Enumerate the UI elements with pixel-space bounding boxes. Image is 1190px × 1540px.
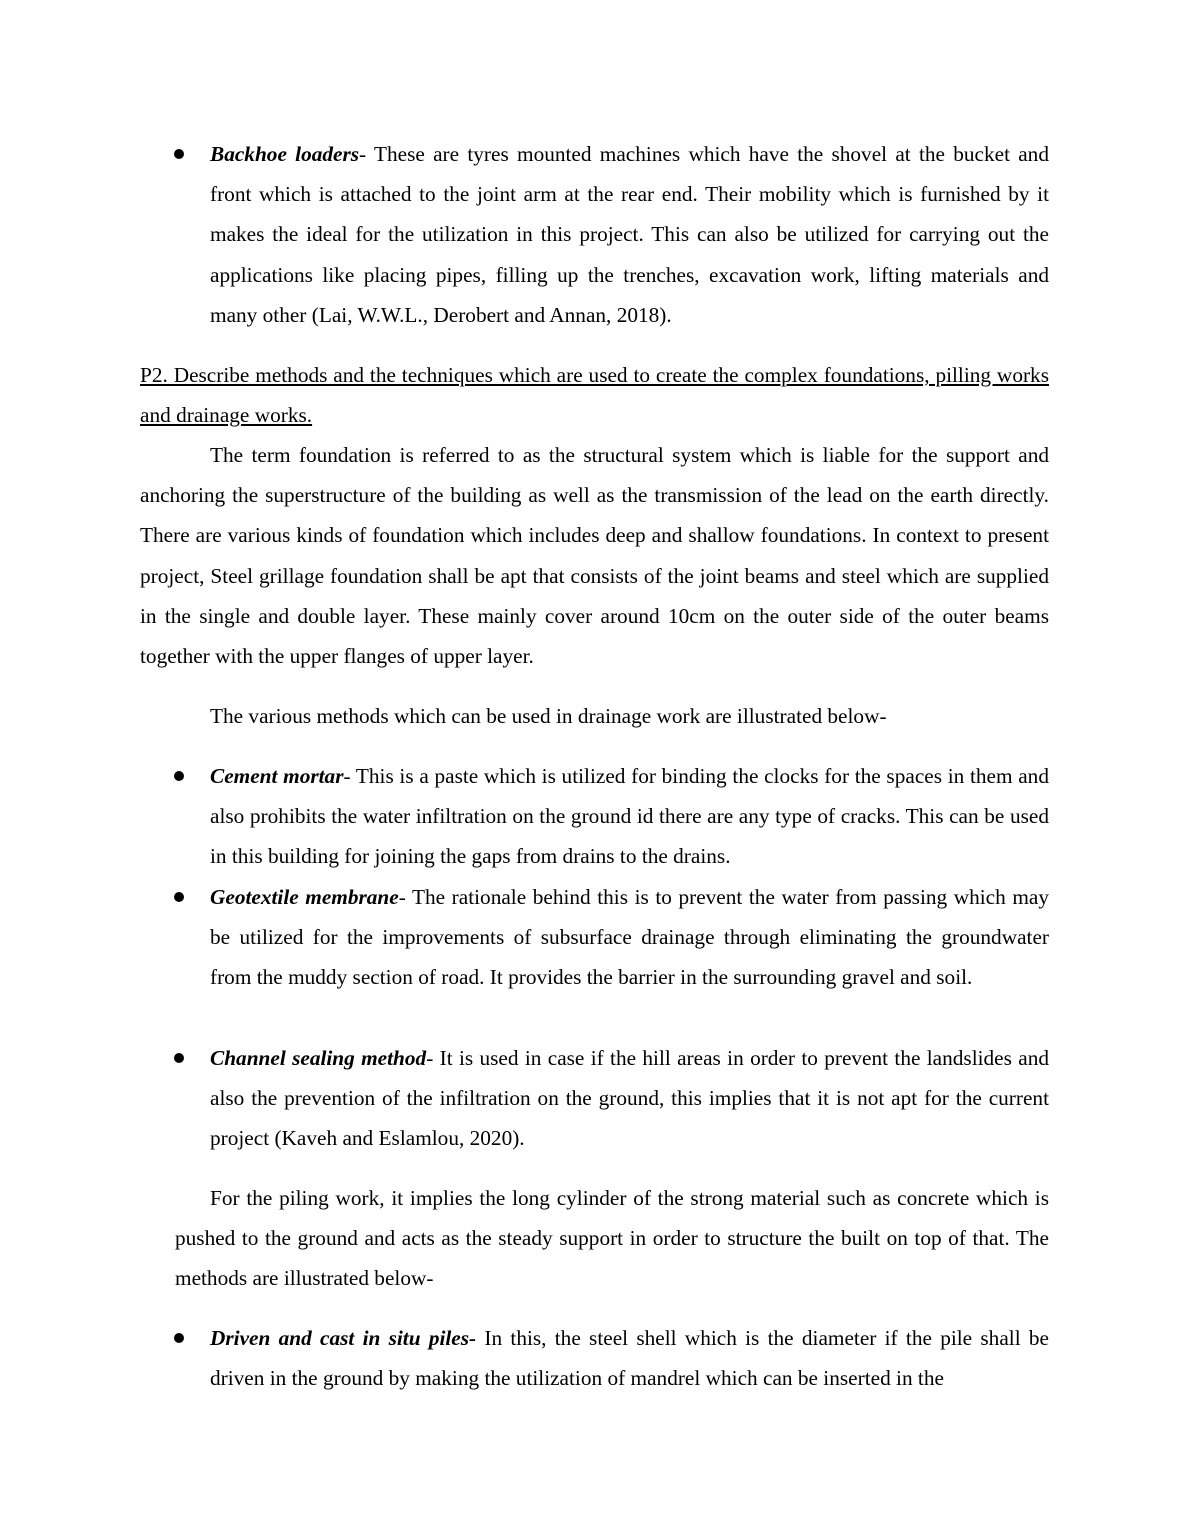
item-term: Driven and cast in situ piles- xyxy=(210,1326,477,1350)
paragraph-foundation-text: The term foundation is referred to as the structural system which is liable for the support and anchoring the superstructure of the building as well as the transmission of the lead on the earth directly. There are various kinds of foundation which includes deep and shallow foundations. In context to present project, Steel grillage foundation shall be apt that consists of the joint beams and steel which are supplied in the single and double layer. These mainly cover around 10cm on the outer side of the outer beams together with the upper flanges of upper layer. xyxy=(140,443,1049,669)
bullet-icon xyxy=(174,892,184,902)
item-text: - The rationale behind this is to prevent the water from passing which may be utilized for the improvements of subsurface drainage through eliminating the groundwater from the muddy section of road. It provides the barrier in the surrounding gravel and soil. xyxy=(210,885,1049,990)
item-term: Cement mortar xyxy=(210,764,344,788)
paragraph-foundation xyxy=(140,435,1049,676)
bullet-icon xyxy=(174,149,184,159)
item-term: Channel sealing method xyxy=(210,1046,427,1070)
item-text: - It is used in case if the hill areas in order to prevent the landslides and also the prevention of the infiltration on the ground, this implies that it is not apt for the current project (Kaveh and Eslamlou, 2020). xyxy=(210,1046,1049,1151)
paragraph-piling xyxy=(175,1178,1049,1299)
item-text: In this, the steel shell which is the diameter if the pile shall be driven in the ground by making the utilization of mandrel which can be inserted in the xyxy=(210,1326,1049,1391)
list-item-driven-cast-piles xyxy=(210,1318,1049,1398)
item-term: Geotextile membrane xyxy=(210,885,399,909)
list-item-geotextile-membrane xyxy=(210,877,1049,998)
list-item-backhoe-loaders xyxy=(210,134,1049,335)
bullet-icon xyxy=(174,1333,184,1343)
list-item-channel-sealing xyxy=(210,1038,1049,1159)
item-text: - These are tyres mounted machines which have the shovel at the bucket and front which is attached to the joint arm at the rear end. Their mobility which is furnished by it makes the ideal for the utilization in this project. This can also be utilized for carrying out the applications like placing pipes, filling up the trenches, excavation work, lifting materials and many other (Lai, W.W.L., Derobert and Annan, 2018). xyxy=(210,142,1049,327)
section-heading: P2. Describe methods and the techniques which are used to create the complex foundations, pilling works and drainage works. xyxy=(140,363,1049,428)
list-item-cement-mortar xyxy=(210,756,1049,877)
item-term: Backhoe loaders xyxy=(210,142,360,166)
item-text: - This is a paste which is utilized for binding the clocks for the spaces in them and also prohibits the water infiltration on the ground id there are any type of cracks. This can be used in this building for joining the gaps from drains to the drains. xyxy=(210,764,1049,869)
paragraph-piling-text: For the piling work, it implies the long cylinder of the strong material such as concrete which is pushed to the ground and acts as the steady support in order to structure the built on top of that. The methods are illustrated below- xyxy=(175,1186,1049,1291)
paragraph-drainage-intro xyxy=(140,696,1049,736)
paragraph-drainage-intro-text: The various methods which can be used in drainage work are illustrated below- xyxy=(210,704,887,728)
bullet-icon xyxy=(174,1053,184,1063)
bullet-icon xyxy=(174,771,184,781)
